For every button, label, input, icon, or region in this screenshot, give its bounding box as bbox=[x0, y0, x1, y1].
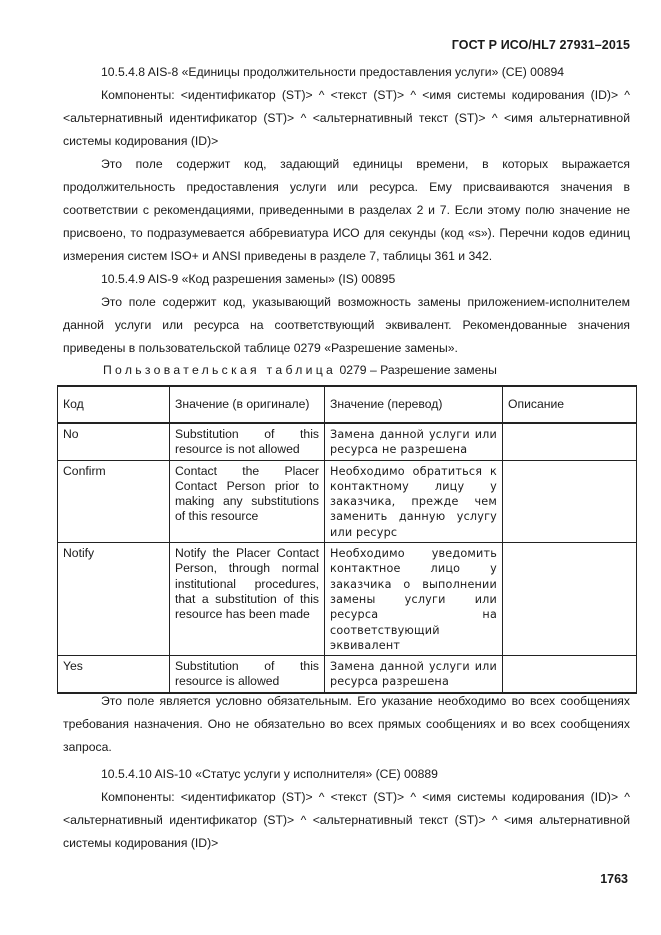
cell-translated-value: Замена данной услуги или ресурса не разрешена bbox=[325, 423, 503, 460]
cell-description bbox=[503, 543, 637, 656]
header-description: Описание bbox=[503, 386, 637, 423]
cell-code: Confirm bbox=[58, 460, 170, 542]
table-row bbox=[58, 423, 637, 460]
cell-translated-value: Необходимо обратиться к контактному лицу у заказчика, прежде чем заменить данную услугу или ресурс bbox=[325, 460, 503, 542]
cell-code: No bbox=[58, 423, 170, 460]
header-code: Код bbox=[58, 386, 170, 423]
table-caption-title: 0279 – Разрешение замены bbox=[339, 363, 497, 377]
table-header-row bbox=[58, 386, 637, 423]
ais-8-components: Компоненты: <идентификатор (ST)> ^ <текст (ST)> ^ <имя системы кодирования (ID)> ^ <альтернативный идентификатор (ST)> ^ <альтернативный текст (ST)> ^ <имя альтернативной системы кодирования (ID)> bbox=[63, 88, 630, 148]
cell-original-value: Substitution of this resource is allowed bbox=[170, 656, 325, 693]
ais-9-description: Это поле содержит код, указывающий возможность замены приложением-исполнителем данной услуги или ресурса на соответствующий эквивалент. Рекомендованные значения приведены в пользовательской таблице 0279 «Разрешение замены». bbox=[63, 295, 630, 355]
cell-description bbox=[503, 423, 637, 460]
cell-code: Notify bbox=[58, 543, 170, 656]
table-caption-label: Пользовательская таблица bbox=[103, 363, 337, 377]
table-row bbox=[58, 460, 637, 542]
cell-original-value: Contact the Placer Contact Person prior to making any substitutions of this resource bbox=[170, 460, 325, 542]
cell-original-value: Substitution of this resource is not allowed bbox=[170, 423, 325, 460]
ais-10-components: Компоненты: <идентификатор (ST)> ^ <текст (ST)> ^ <имя системы кодирования (ID)> ^ <альтернативный идентификатор (ST)> ^ <альтернативный текст (ST)> ^ <имя альтернативной системы кодирования (ID)> bbox=[63, 790, 630, 850]
section-heading-ais-9: 10.5.4.9 AIS-9 «Код разрешения замены» (IS) 00895 bbox=[101, 272, 396, 286]
ais-8-description: Это поле содержит код, задающий единицы времени, в которых выражается продолжительность предоставления услуги или ресурса. Ему присваиваются значения в соответствии с рекомендациями, приведенными в разделах 2 и 7. Если этому полю значение не присвоено, то подразумевается аббревиатура ИСО для секунды (код «s»). Перечни кодов единиц измерения систем ISO+ и ANSI приведены в разделе 7, таблицы 361 и 342. bbox=[63, 157, 630, 263]
page-number: 1763 bbox=[600, 872, 628, 886]
cell-code: Yes bbox=[58, 656, 170, 693]
table-caption bbox=[103, 360, 497, 380]
conditional-field-note: Это поле является условно обязательным. Его указание необходимо во всех сообщениях требования назначения. Оно не обязательно во всех прямых сообщениях и во всех сообщениях запроса. bbox=[63, 694, 630, 754]
header-original-value: Значение (в оригинале) bbox=[170, 386, 325, 423]
cell-translated-value: Необходимо уведомить контактное лицо у заказчика о выполнении замены услуги или ресурса на соответствующий эквивалент bbox=[325, 543, 503, 656]
cell-original-value: Notify the Placer Contact Person, through normal institutional procedures, that a substitution of this resource has been made bbox=[170, 543, 325, 656]
cell-description bbox=[503, 460, 637, 542]
table-row bbox=[58, 543, 637, 656]
cell-description bbox=[503, 656, 637, 693]
cell-translated-value: Замена данной услуги или ресурса разрешена bbox=[325, 656, 503, 693]
table-row bbox=[58, 656, 637, 693]
header-translated-value: Значение (перевод) bbox=[325, 386, 503, 423]
substitution-table bbox=[57, 385, 637, 694]
section-heading-ais-10: 10.5.4.10 AIS-10 «Статус услуги у исполнителя» (CE) 00889 bbox=[101, 767, 438, 781]
section-heading-ais-8: 10.5.4.8 AIS-8 «Единицы продолжительности предоставления услуги» (CE) 00894 bbox=[101, 65, 565, 79]
document-header: ГОСТ Р ИСО/HL7 27931–2015 bbox=[451, 38, 630, 52]
